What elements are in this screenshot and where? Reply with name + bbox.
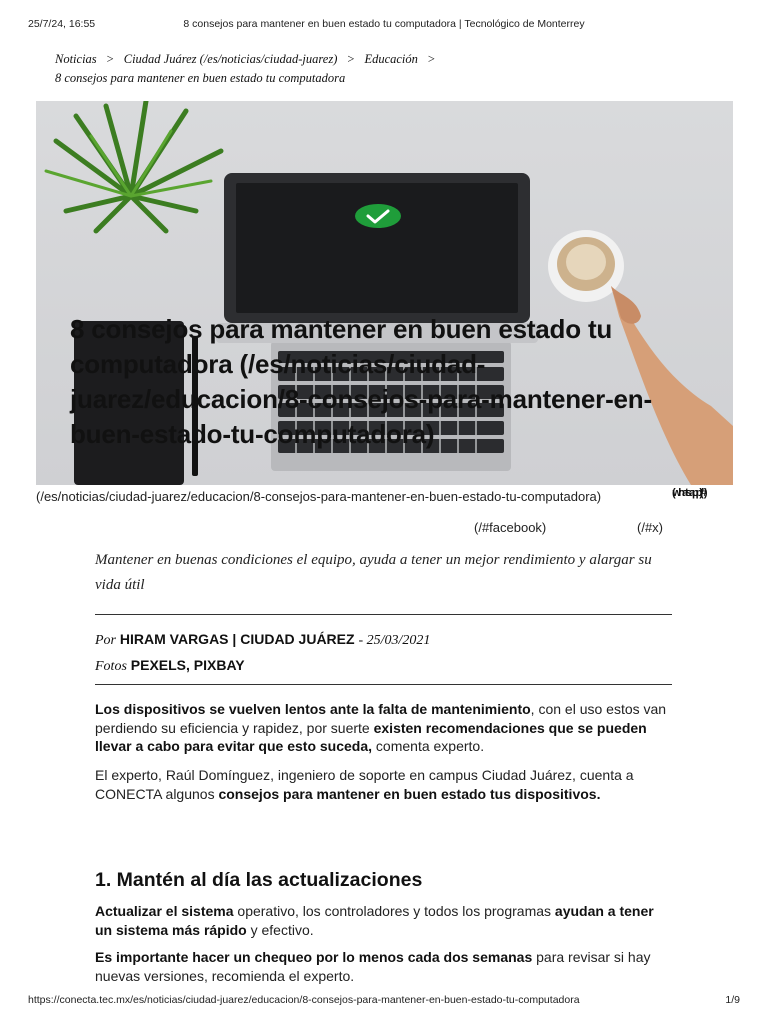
divider — [95, 614, 672, 615]
byline-label: Por — [95, 633, 116, 648]
print-timestamp: 25/7/24, 16:55 — [28, 18, 96, 30]
p4-text-1: para revisar si hay nuevas versiones, recomienda el experto. — [95, 949, 651, 984]
p2-bold-1: consejos para mantener en buen estado tus dispositivos. — [218, 785, 601, 802]
p1-text-2: comenta experto. — [372, 738, 485, 754]
p3-text-1: operativo, los controladores y todos los programas — [233, 903, 555, 919]
print-page-title: 8 consejos para mantener en buen estado tu computadora | Tecnológico de Monterrey — [183, 18, 585, 30]
breadcrumb-ciudad-juarez[interactable]: Ciudad Juárez (/es/noticias/ciudad-juarez) — [123, 52, 338, 66]
article-title[interactable]: 8 consejos para mantener en buen estado tu computadora (/es/noticias/ciudad-juarez/educacion/8-consejos-para-mantener-en-buen-estado-tu-computadora) — [70, 314, 652, 449]
breadcrumb-separator: > — [427, 52, 435, 66]
print-footer — [28, 994, 740, 1008]
p1-bold-1: Los dispositivos se vuelven lentos ante la falta de mantenimiento — [95, 701, 531, 717]
photos-credit: PEXELS, PIXBAY — [130, 657, 245, 673]
divider — [95, 684, 672, 685]
print-page-number: 1/9 — [725, 994, 740, 1006]
p2-text-1: El experto, Raúl Domínguez, ingeniero de soporte en campus Ciudad Juárez, cuenta a CONECTA algunos — [95, 767, 634, 802]
paragraph-4 — [95, 948, 673, 985]
p1-bold-2: existen recomendaciones que se pueden llevar a cabo para evitar que esto suceda, — [95, 719, 647, 754]
article-title-link-text[interactable]: (/es/noticias/ciudad-juarez/educacion/8-consejos-para-mantener-en-buen-estado-tu-computadora) — [36, 489, 602, 504]
share-facebook-link[interactable]: (/#facebook) — [474, 520, 547, 535]
print-header — [28, 18, 740, 32]
paragraph-3 — [95, 902, 673, 939]
p1-text-1: , con el uso estos van perdiendo su eficiencia y rapidez, por suerte — [95, 701, 667, 736]
p3-bold-1: Actualizar el sistema — [95, 903, 234, 919]
p3-bold-2: ayudan a tener un sistema más rápido — [95, 903, 654, 938]
check-icon — [354, 203, 402, 229]
breadcrumb — [55, 50, 695, 88]
breadcrumb-separator: > — [106, 52, 114, 66]
photos-label: Fotos — [95, 659, 127, 674]
paragraph-2 — [95, 766, 673, 803]
breadcrumb-separator: > — [347, 52, 355, 66]
byline-author: HIRAM VARGAS | CIUDAD JUÁREZ — [119, 631, 355, 647]
p4-bold-1: Es importante hacer un chequeo por lo menos cada dos semanas — [95, 949, 533, 965]
share-x-link[interactable]: (/#x) — [637, 520, 663, 535]
p3-text-2: y efectivo. — [246, 921, 314, 938]
breadcrumb-educacion[interactable]: Educación — [364, 52, 418, 66]
plant-illustration — [36, 101, 236, 241]
breadcrumb-current[interactable]: 8 consejos para mantener en buen estado tu computadora — [55, 71, 346, 85]
print-url: https://conecta.tec.mx/es/noticias/ciudad-juarez/educacion/8-consejos-para-mantener-en-buen-estado-tu-computadora — [28, 994, 580, 1006]
byline-date: - 25/03/2021 — [358, 633, 431, 648]
paragraph-1 — [95, 700, 673, 756]
article-lede: Mantener en buenas condiciones el equipo, ayuda a tener un mejor rendimiento y alargar su vida útil — [95, 552, 652, 593]
section-title-1: 1. Mantén al día las actualizaciones — [95, 869, 423, 891]
breadcrumb-noticias[interactable]: Noticias — [55, 52, 97, 66]
share-overlay-text[interactable]: (whatsapp)(#) — [672, 487, 705, 499]
byline — [95, 627, 675, 679]
